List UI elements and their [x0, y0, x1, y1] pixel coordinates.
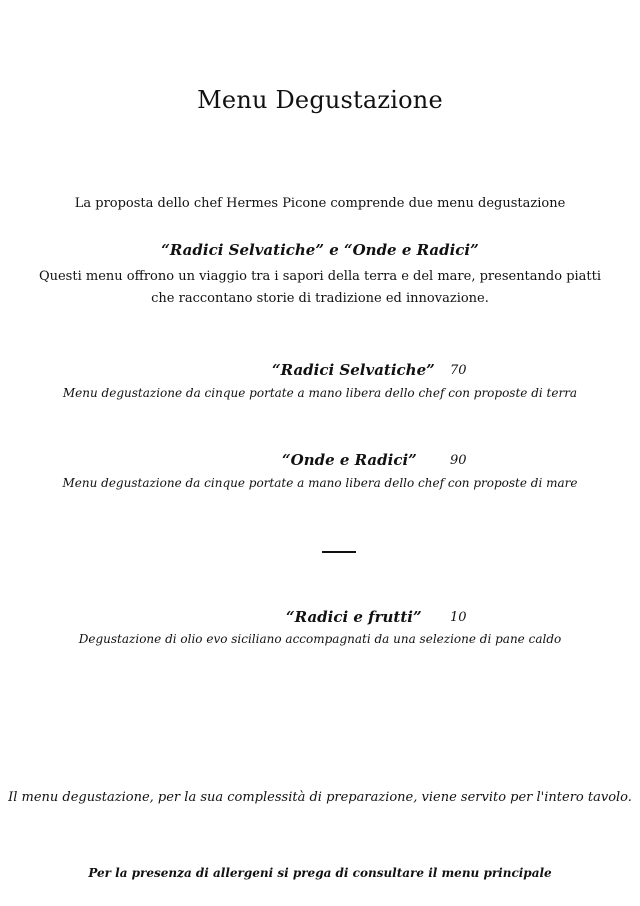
- item-description-onde-e-radici: Menu degustazione da cinque portate a mano libera dello chef con proposte di mare: [62, 476, 578, 490]
- description-line-2: che raccontano storie di tradizione ed innovazione.: [151, 291, 489, 306]
- item-name-radici-e-frutti: “Radici e frutti”: [286, 608, 422, 626]
- intro-text: La proposta dello chef Hermes Picone comprende due menu degustazione: [74, 196, 566, 211]
- item-price-radici-selvatiche: 70: [450, 363, 467, 378]
- item-price-radici-e-frutti: 10: [450, 610, 467, 625]
- item-price-onde-e-radici: 90: [450, 453, 467, 468]
- service-note: Il menu degustazione, per la sua complessità di preparazione, viene servito per l'intero tavolo.: [8, 790, 632, 805]
- item-name-onde-e-radici: “Onde e Radici”: [282, 451, 417, 469]
- section-divider: [322, 551, 356, 553]
- item-name-radici-selvatiche: “Radici Selvatiche”: [272, 361, 435, 379]
- item-description-radici-e-frutti: Degustazione di olio evo siciliano accompagnati da una selezione di pane caldo: [78, 632, 562, 646]
- allergen-notice: Per la presenza di allergeni si prega di consultare il menu principale: [88, 866, 552, 880]
- page-title: Menu Degustazione: [197, 86, 443, 114]
- item-description-radici-selvatiche: Menu degustazione da cinque portate a mano libera dello chef con proposte di terra: [62, 386, 578, 400]
- menus-description: [0, 266, 640, 310]
- menus-subtitle: “Radici Selvatiche” e “Onde e Radici”: [161, 241, 479, 259]
- description-line-1: Questi menu offrono un viaggio tra i sapori della terra e del mare, presentando piatti: [38, 269, 602, 284]
